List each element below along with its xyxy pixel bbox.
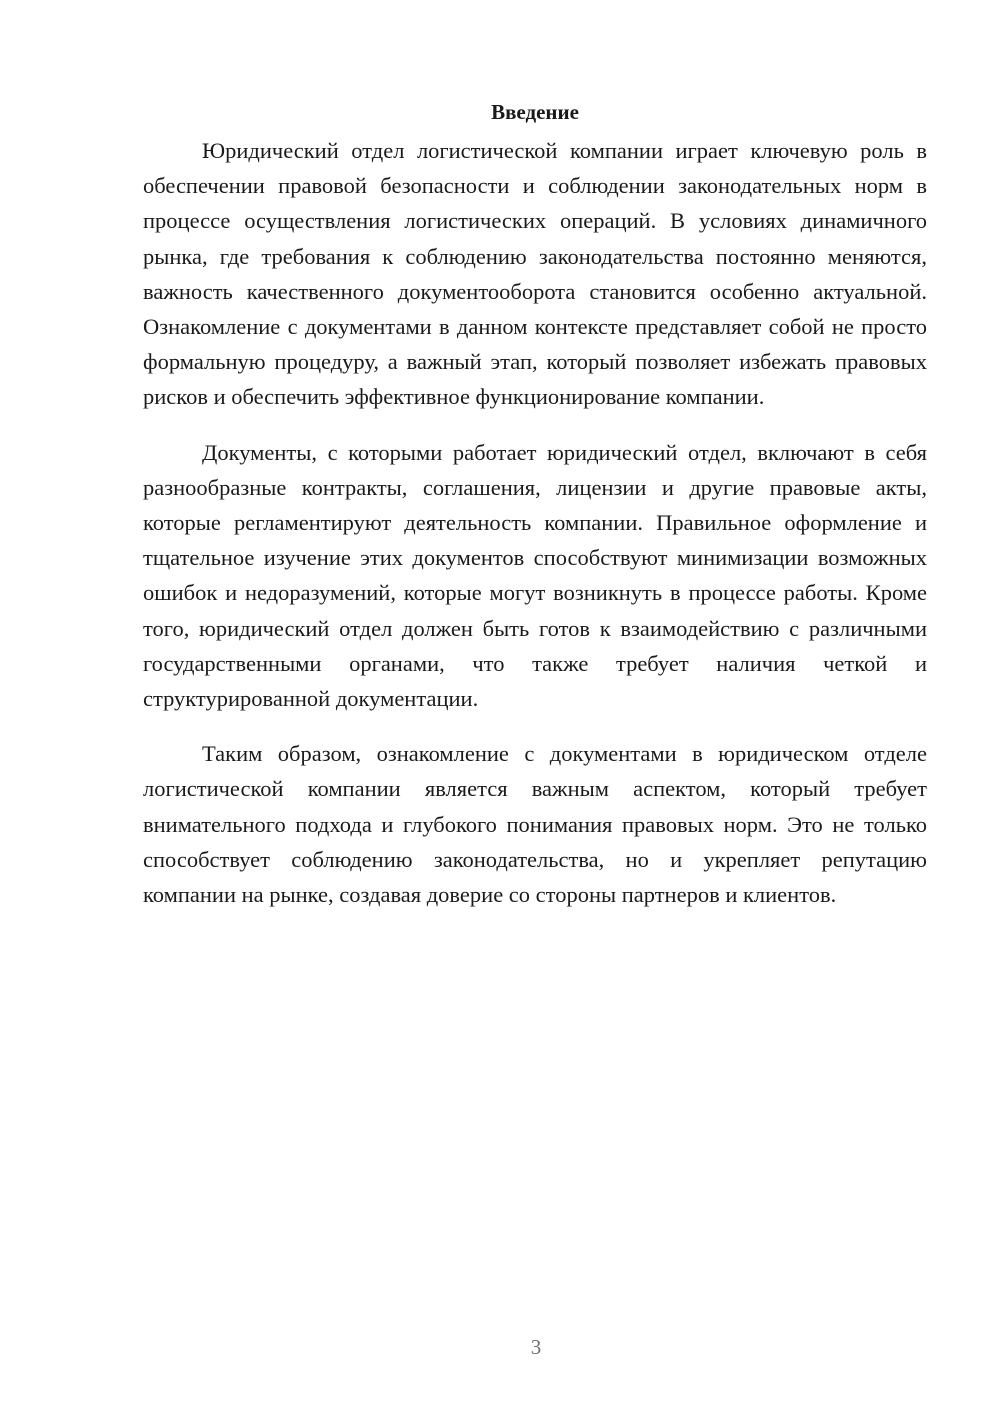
page-number: 3 [530,1335,542,1359]
paragraph-3: Таким образом, ознакомление с документами в юридическом отделе логистической компании является важным аспектом, который требует внимательного подхода и глубокого понимания правовых норм. Это не только способствует соблюдению законодательства, но и укрепляет репутацию компании на рынке, создавая доверие со стороны партнеров и клиентов. [143,741,927,908]
paragraph-1: Юридический отдел логистической компании играет ключевую роль в обеспечении правовой безопасности и соблюдении законодательных норм в процессе осуществления логистических операций. В условиях динамичного рынка, где требования к соблюдению законодательства постоянно меняются, важность качественного документооборота становится особенно актуальной. Ознакомление с документами в данном контексте представляет собой не просто формальную процедуру, а важный этап, который позволяет избежать правовых рисков и обеспечить эффективное функционирование компании. [143,138,927,410]
page-content [143,97,927,912]
paragraph-2: Документы, с которыми работает юридический отдел, включают в себя разнообразные контракты, соглашения, лицензии и другие правовые акты, которые регламентируют деятельность компании. Правильное оформление и тщательное изучение этих документов способствуют минимизации возможных ошибок и недоразумений, которые могут возникнуть в процессе работы. Кроме того, юридический отдел должен быть готов к взаимодействию с различными государственными органами, что также требует наличия четкой и структурированной документации. [143,439,927,712]
section-heading: Введение [491,100,579,124]
